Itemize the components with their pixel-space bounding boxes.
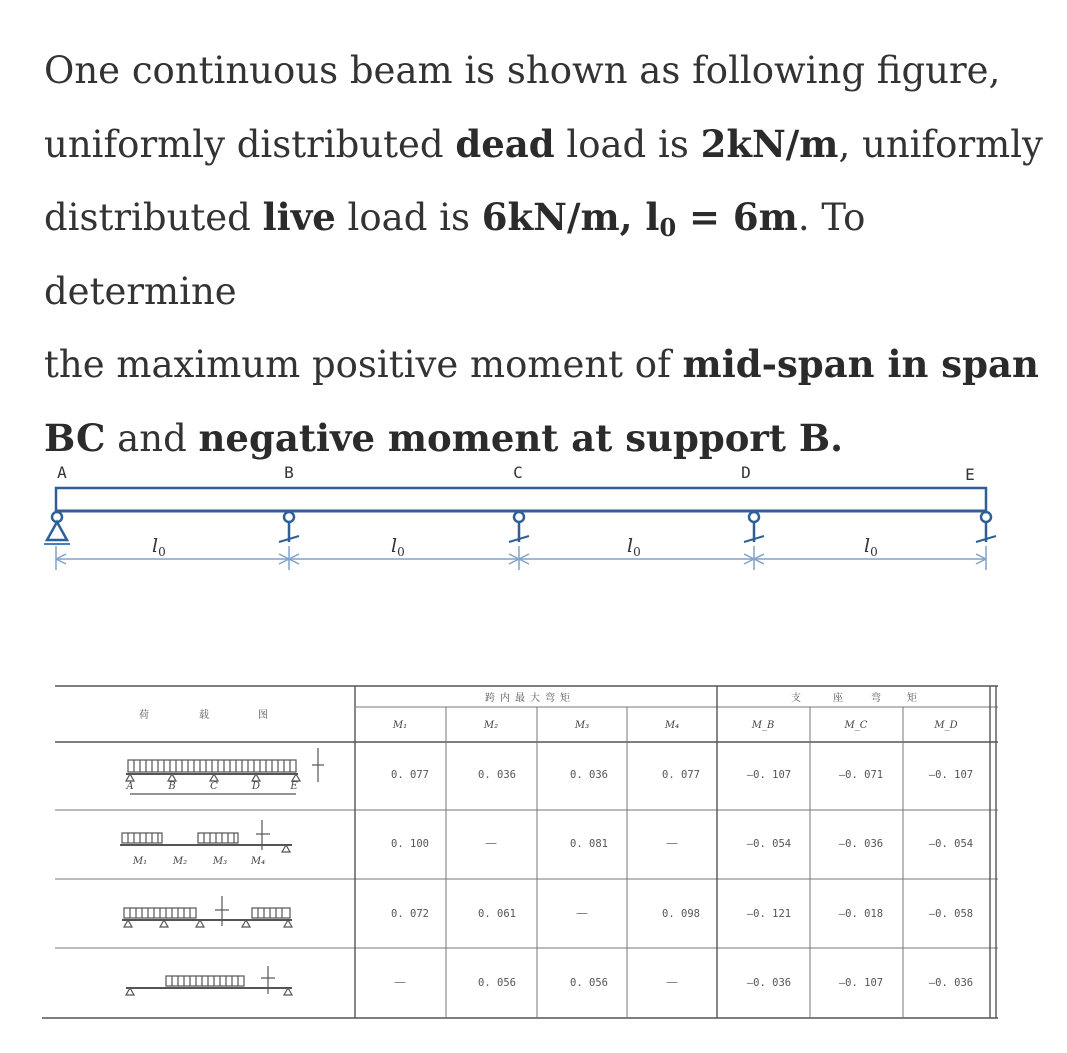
problem-line-5: BC and negative moment at support B. — [44, 415, 843, 460]
problem-line-4: the maximum positive moment of mid-span in span — [44, 342, 1039, 386]
column-headers — [392, 720, 958, 731]
cell-r1-mb: —0. 107 — [746, 769, 792, 781]
problem-line-3: distributed live load is 6kN/m, $l_0 = 6m$. To determine — [44, 195, 866, 313]
group-span-char-5: 弯 — [545, 693, 555, 704]
col-header-m2: M₂ — [483, 720, 499, 731]
group-support-char-3: 弯 — [871, 693, 881, 704]
table-row — [391, 769, 973, 781]
cell-r1-m4: 0. 077 — [662, 769, 700, 781]
row1-label-c: C — [210, 781, 218, 792]
col-header-mb: M_B — [751, 720, 775, 731]
cell-r3-md: —0. 058 — [928, 908, 974, 920]
cell-r1-md: —0. 107 — [928, 769, 974, 781]
support-moment-group-header — [791, 691, 917, 704]
cell-r3-m2: 0. 061 — [478, 908, 516, 920]
cell-r1-mc: —0. 071 — [838, 769, 884, 781]
load-diagram-row-3 — [122, 896, 292, 927]
row1-label-b: B — [168, 781, 176, 792]
problem-line-2: uniformly distributed dead load is 2kN/m, uniformly — [44, 121, 1043, 166]
coefficient-table — [0, 670, 1067, 1030]
row2-label-m1: M₁ — [132, 856, 148, 867]
cell-r2-m2: — — [485, 836, 497, 850]
table-row — [394, 975, 973, 989]
span-labels — [152, 535, 878, 559]
header-char-1: 荷 — [139, 710, 149, 721]
group-span-char-4: 大 — [530, 693, 540, 704]
cell-r1-m1: 0. 077 — [391, 769, 429, 781]
cell-r3-m4: 0. 098 — [662, 908, 700, 920]
roller-support-d — [744, 512, 764, 542]
header-char-3: 图 — [258, 710, 268, 721]
support-label-b: B — [284, 463, 294, 482]
cell-r3-m3: — — [576, 906, 588, 920]
cell-r2-mc: —0. 036 — [838, 838, 884, 850]
group-span-char-3: 最 — [515, 693, 525, 704]
cell-r2-md: —0. 054 — [928, 838, 974, 850]
row1-label-a: A — [126, 781, 134, 792]
col-header-m1: M₁ — [392, 720, 408, 731]
roller-support-c — [509, 512, 529, 542]
cell-r3-mc: —0. 018 — [838, 908, 884, 920]
cell-r4-m3: 0. 056 — [570, 977, 608, 989]
col-header-mc: M_C — [844, 720, 868, 731]
problem-line-1: One continuous beam is shown as following figure, — [44, 49, 1001, 92]
row1-label-d: D — [251, 781, 261, 792]
cell-r3-mb: —0. 121 — [746, 908, 792, 920]
span-label-ab: $l_0$ — [152, 535, 166, 559]
span-label-de: $l_0$ — [864, 535, 878, 559]
group-span-char-2: 内 — [500, 693, 510, 704]
header-char-2: 载 — [199, 710, 209, 721]
cell-r4-mc: —0. 107 — [838, 977, 884, 989]
row1-support-labels — [125, 781, 298, 792]
cell-r4-m1: — — [394, 975, 406, 989]
group-support-char-1: 支 — [791, 693, 801, 704]
load-diagram-row-2 — [120, 820, 292, 852]
roller-support-e — [976, 512, 996, 542]
row2-label-m2: M₂ — [172, 856, 188, 867]
group-support-char-4: 矩 — [907, 693, 917, 704]
col-header-m3: M₃ — [574, 720, 590, 731]
load-diagram-header — [139, 708, 268, 721]
span-label-bc: $l_0$ — [391, 535, 405, 559]
cell-r4-m4: — — [666, 975, 678, 989]
cell-r1-m3: 0. 036 — [570, 769, 608, 781]
row1-label-e: E — [290, 781, 298, 792]
beam-figure — [0, 440, 1067, 580]
beam-body — [56, 488, 986, 511]
load-diagram-row-4 — [126, 966, 292, 995]
col-header-m4: M₄ — [664, 720, 680, 731]
support-label-e: E — [965, 465, 975, 484]
support-labels — [57, 463, 975, 484]
support-label-c: C — [513, 463, 523, 482]
span-label-cd: $l_0$ — [627, 535, 641, 559]
support-label-a: A — [57, 463, 67, 482]
cell-r2-m4: — — [666, 836, 678, 850]
group-span-char-1: 跨 — [485, 693, 495, 704]
cell-r3-m1: 0. 072 — [391, 908, 429, 920]
cell-r1-m2: 0. 036 — [478, 769, 516, 781]
row2-moment-labels — [132, 856, 265, 867]
row2-label-m4: M₄ — [250, 856, 266, 867]
table-grid — [42, 686, 998, 1018]
roller-support-b — [279, 512, 299, 542]
problem-statement — [44, 34, 1044, 475]
support-label-d: D — [741, 463, 751, 482]
cell-r2-mb: —0. 054 — [746, 838, 792, 850]
row2-label-m3: M₃ — [212, 856, 228, 867]
group-support-char-2: 座 — [833, 693, 843, 704]
cell-r4-mb: —0. 036 — [746, 977, 792, 989]
cell-r2-m1: 0. 100 — [391, 838, 429, 850]
cell-r4-md: —0. 036 — [928, 977, 974, 989]
group-span-char-6: 矩 — [560, 693, 570, 704]
table-row — [391, 906, 973, 920]
table-row — [391, 836, 973, 850]
cell-r2-m3: 0. 081 — [570, 838, 608, 850]
col-header-md: M_D — [934, 720, 958, 731]
dimension-line — [56, 546, 986, 570]
span-moment-group-header — [485, 691, 570, 704]
cell-r4-m2: 0. 056 — [478, 977, 516, 989]
pin-support-a — [44, 512, 70, 544]
